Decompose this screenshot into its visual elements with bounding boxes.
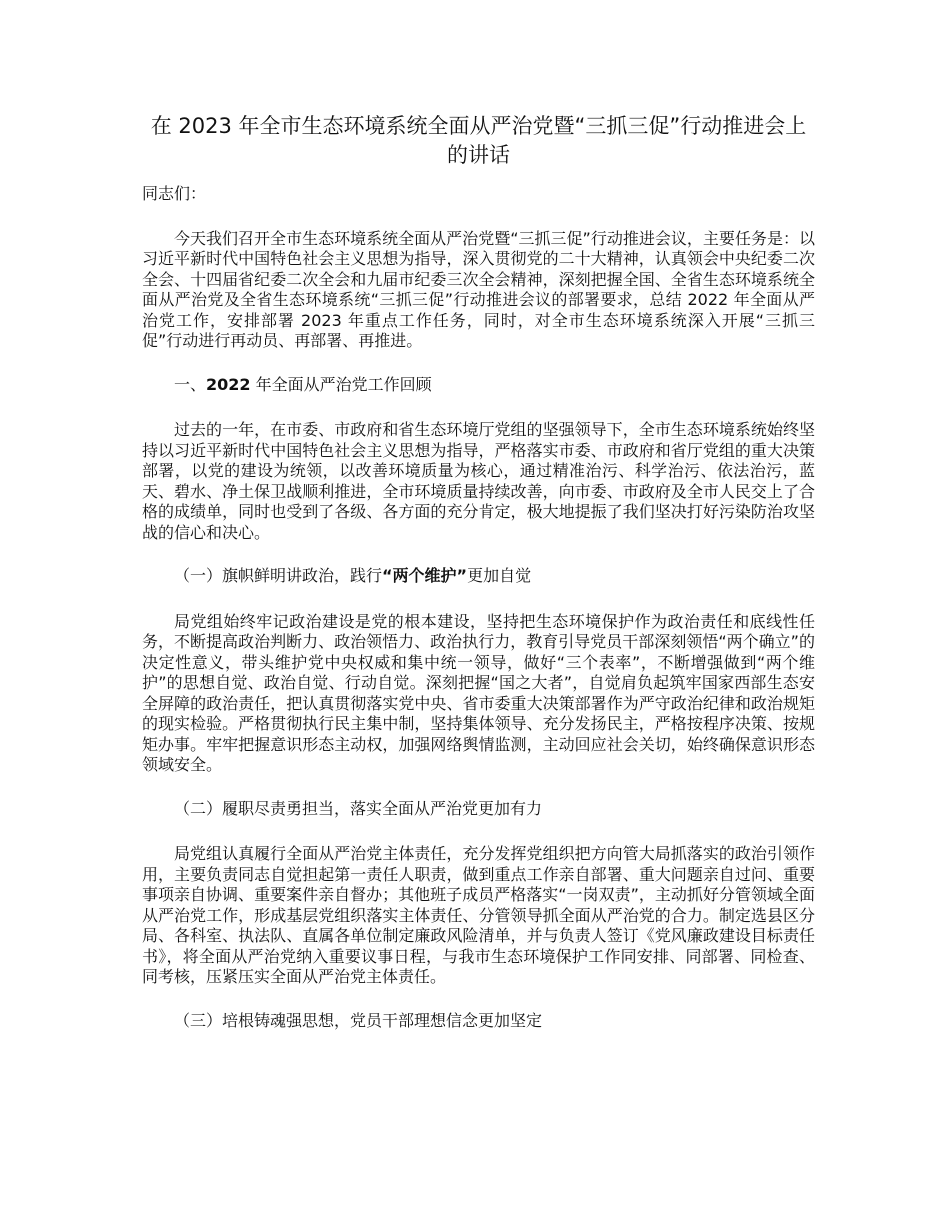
subsection-heading-1 <box>142 566 815 587</box>
section-heading-1-prefix: 一、 <box>174 374 207 394</box>
subsection-1-paragraph: 局党组始终牢记政治建设是党的根本建设，坚持把生态环境保护作为政治责任和底线性任务，不断提高政治判断力、政治领悟力、政治执行力，教育引导党员干部深刻领悟“两个确立”的决定性意义，带头维护党中央权威和集中统一领导，做好“三个表率”，不断增强做到“两个维护”的思想自觉、政治自觉、行动自觉。深刻把握“国之大者”，自觉肩负起筑牢国家西部生态安全屏障的政治责任，把认真贯彻落实党中央、省市委重大决策部署作为严守政治纪律和政治规矩的现实检验。严格贯彻执行民主集中制，坚持集体领导、充分发扬民主，严格按程序决策、按规矩办事。牢牢把握意识形态主动权，加强网络舆情监测，主动回应社会关切，始终确保意识形态领域安全。 <box>142 611 815 774</box>
subsection-heading-1-bold: “两个维护” <box>382 566 468 585</box>
section-heading-1-year: 2022 <box>206 374 251 394</box>
subsection-heading-2: （二）履职尽责勇担当，落实全面从严治党更加有力 <box>174 798 543 818</box>
subsection-heading-1-part2: 更加自觉 <box>467 566 532 585</box>
subsection-2-paragraph: 局党组认真履行全面从严治党主体责任，充分发挥党组织把方向管大局抓落实的政治引领作用，主要负责同志自觉担起第一责任人职责，做到重点工作亲自部署、重大问题亲自过问、重要事项亲自协调、重要案件亲自督办；其他班子成员严格落实“一岗双责”，主动抓好分管领域全面从严治党工作，形成基层党组织落实主体责任、分管领导抓全面从严治党的合力。制定选县区分局、各科室、执法队、直属各单位制定廉政风险清单，并与负责人签订《党风廉政建设目标责任书》，将全面从严治党纳入重要议事日程，与我市生态环境保护工作同安排、同部署、同检查、同考核，压紧压实全面从严治党主体责任。 <box>142 844 815 986</box>
document-page <box>142 112 815 1056</box>
intro-paragraph: 今天我们召开全市生态环境系统全面从严治党暨“三抓三促”行动推进会议，主要任务是：以习近平新时代中国特色社会主义思想为指导，深入贯彻党的二十大精神，认真领会中央纪委二次全会、十四届省纪委二次全会和九届市纪委三次全会精神，深刻把握全国、全省生态环境系统全面从严治党及全省生态环境系统“三抓三促”行动推进会议的部署要求，总结 2022 年全面从严治党工作，安排部署 2023 年重点工作任务，同时，对全市生态环境系统深入开展“三抓三促”行动进行再动员、再部署、再推进。 <box>142 228 815 350</box>
document-title: 在 2023 年全市生态环境系统全面从严治党暨“三抓三促”行动推进会上的讲话 <box>150 114 807 167</box>
salutation: 同志们： <box>142 184 207 203</box>
subsection-heading-3: （三）培根铸魂强思想，党员干部理想信念更加坚定 <box>174 1010 543 1030</box>
subsection-heading-1-part1: （一）旗帜鲜明讲政治，践行 <box>174 566 383 585</box>
section-1-paragraph: 过去的一年，在市委、市政府和省生态环境厅党组的坚强领导下，全市生态环境系统始终坚持以习近平新时代中国特色社会主义思想为指导，严格落实市委、市政府和省厅党组的重大决策部署，以党的建设为统领，以改善环境质量为核心，通过精准治污、科学治污、依法治污，蓝天、碧水、净土保卫战顺利推进，全市环境质量持续改善，向市委、市政府及全市人民交上了合格的成绩单，同时也受到了各级、各方面的充分肯定，极大地提振了我们坚决打好污染防治攻坚战的信心和决心。 <box>142 420 815 542</box>
section-heading-1-suffix: 年全面从严治党工作回顾 <box>250 374 432 394</box>
section-heading-1 <box>142 375 815 396</box>
